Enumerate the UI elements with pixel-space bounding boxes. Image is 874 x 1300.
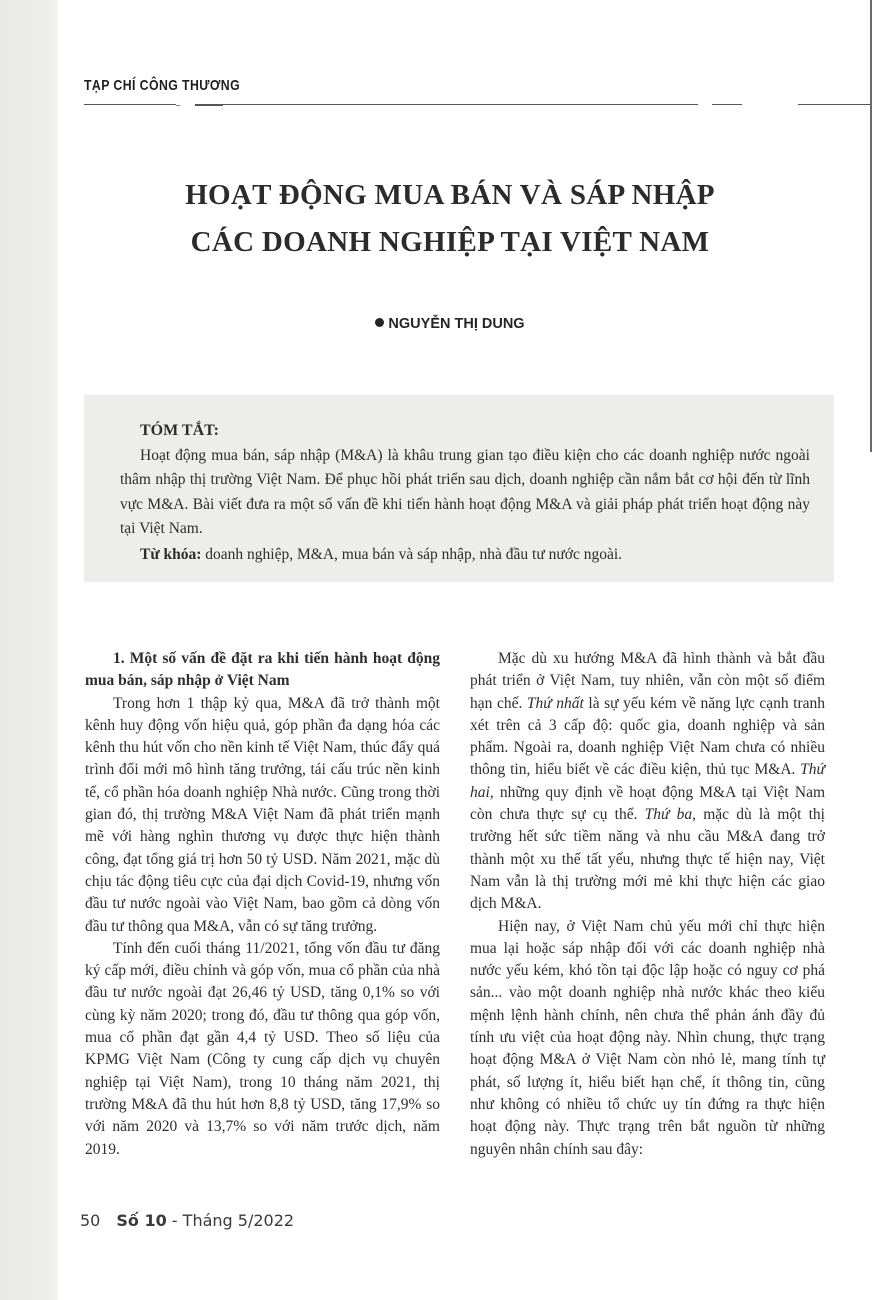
page-footer: [80, 1211, 294, 1230]
page-binding-margin: [0, 0, 58, 1300]
header-rule: [176, 105, 180, 106]
emphasis: Thứ ba: [644, 806, 693, 824]
keywords-label: Từ khóa:: [140, 545, 202, 563]
header-rule: [195, 104, 223, 106]
paragraph: Hiện nay, ở Việt Nam chủ yếu mới chỉ thực hiện mua lại hoặc sáp nhập đối với các doanh nghiệp nhà nước yếu kém, khó tồn tại độc lập hoặc có nguy cơ phá sản... vào một doanh nghiệp nhà nước khác theo kiểu mệnh lệnh hành chính, nên chưa thể phản ánh đầy đủ tính ưu việt của hoạt động này. Nhìn chung, thực trạng hoạt động M&A ở Việt Nam còn nhỏ lẻ, mang tính tự phát, số lượng ít, hiểu biết hạn chế, ít thông tin, cũng như không có nhiều tổ chức uy tín đứng ra thực hiện hoạt động này. Thực trạng trên bắt nguồn từ những nguyên nhân chính sau đây:: [470, 917, 825, 1158]
abstract-text: Hoạt động mua bán, sáp nhập (M&A) là khâu trung gian tạo điều kiện cho các doanh nghiệp nước ngoài thâm nhập thị trường Việt Nam. Để phục hồi phát triển sau dịch, doanh nghiệp cần nắm bắt cơ hội đến từ lĩnh vực M&A. Bài viết đưa ra một số vấn đề khi tiến hành hoạt động M&A và giải pháp phát triển hoạt động này tại Việt Nam.: [120, 446, 810, 537]
text-run: là sự yếu kém về năng lực cạnh tranh xét trên cả 3 cấp độ: quốc gia, doanh nghiệp và sản phẩm. Ngoài ra, doanh nghiệp Việt Nam chưa có nhiều thông tin, hiểu biết về các điều kiện, thủ tục M&A.: [470, 694, 826, 779]
header-rule: [223, 104, 413, 105]
header-rule: [712, 104, 742, 105]
title-line-2: CÁC DOANH NGHIỆP TẠI VIỆT NAM: [190, 226, 710, 258]
bullet-icon: [375, 318, 384, 327]
emphasis: Thứ hai: [470, 761, 825, 801]
header-rule: [84, 104, 176, 105]
issue-date: - Tháng 5/2022: [166, 1211, 295, 1230]
page-number: 50: [80, 1211, 101, 1230]
paragraph: [470, 648, 825, 916]
header-rule: [798, 104, 870, 105]
text-run: Mặc dù xu hướng M&A đã hình thành và bắt đầu phát triển ở Việt Nam, tuy nhiên, vẫn còn một số điểm hạn chế.: [470, 650, 825, 712]
author-name: NGUYỄN THỊ DUNG: [388, 316, 525, 332]
paragraph: Trong hơn 1 thập kỷ qua, M&A đã trở thành một kênh huy động vốn hiệu quả, góp phần đa dạng hóa các kênh thu hút vốn cho nền kinh tế Việt Nam, thúc đẩy quá trình đổi mới mô hình tăng trưởng, tái cấu trúc nền kinh tế, cổ phần hóa doanh nghiệp Nhà nước. Cũng trong thời gian đó, thị trường M&A Việt Nam đã phát triển mạnh mẽ với hàng nghìn thương vụ được thực hiện thành công, đạt tổng giá trị hơn 50 tỷ USD. Năm 2021, mặc dù chịu tác động tiêu cực của đại dịch Covid-19, nhưng vốn đầu tư nước ngoài vào Việt Nam, bao gồm cả dòng vốn đầu tư thông qua M&A, vẫn có sự tăng trưởng.: [85, 694, 440, 935]
title-line-1: HOẠT ĐỘNG MUA BÁN VÀ SÁP NHẬP: [185, 179, 715, 211]
article-title: [100, 172, 800, 266]
emphasis: Thứ nhất: [526, 694, 584, 712]
abstract-heading: TÓM TẮT:: [140, 422, 219, 439]
header-rule: [413, 104, 698, 105]
keywords: [140, 543, 810, 568]
section-heading: 1. Một số vấn đề đặt ra khi tiến hành hoạt động mua bán, sáp nhập ở Việt Nam: [85, 650, 440, 690]
text-run: , những quy định về hoạt động M&A tại Việt Nam còn chưa thực sự cụ thể.: [470, 783, 825, 824]
keywords-list: doanh nghiệp, M&A, mua bán và sáp nhập, nhà đầu tư nước ngoài.: [201, 545, 623, 563]
journal-header: TẠP CHÍ CÔNG THƯƠNG: [84, 77, 241, 94]
body-column-left: [85, 648, 440, 1161]
body-column-right: [470, 648, 825, 1161]
issue-number: Số 10: [116, 1211, 167, 1230]
paragraph: Tính đến cuối tháng 11/2021, tổng vốn đầu tư đăng ký cấp mới, điều chỉnh và góp vốn, mua cổ phần của nhà đầu tư nước ngoài đạt 26,46 tỷ USD, tăng 0,1% so với cùng kỳ năm 2020; trong đó, đầu tư thông qua góp vốn, mua cổ phần đạt gần 4,4 tỷ USD. Theo số liệu của KPMG Việt Nam (Công ty cung cấp dịch vụ chuyên nghiệp tại Việt Nam), trong 10 tháng năm 2021, thị trường M&A đã thu hút hơn 8,8 tỷ USD, tăng 17,9% so với năm 2020 và 13,7% so với năm trước dịch, năm 2019.: [85, 939, 440, 1158]
text-run: , mặc dù là một thị trường hết sức tiềm năng và nhu cầu M&A đang trở thành một xu thế tất yếu, nhưng thực tế hiện nay, Việt Nam vẫn là thị trường mới mẻ khi thực hiện các giao dịch M&A.: [470, 806, 825, 913]
page-edge-line: [870, 0, 872, 452]
author-byline: [100, 316, 800, 332]
abstract-box: [84, 395, 834, 582]
